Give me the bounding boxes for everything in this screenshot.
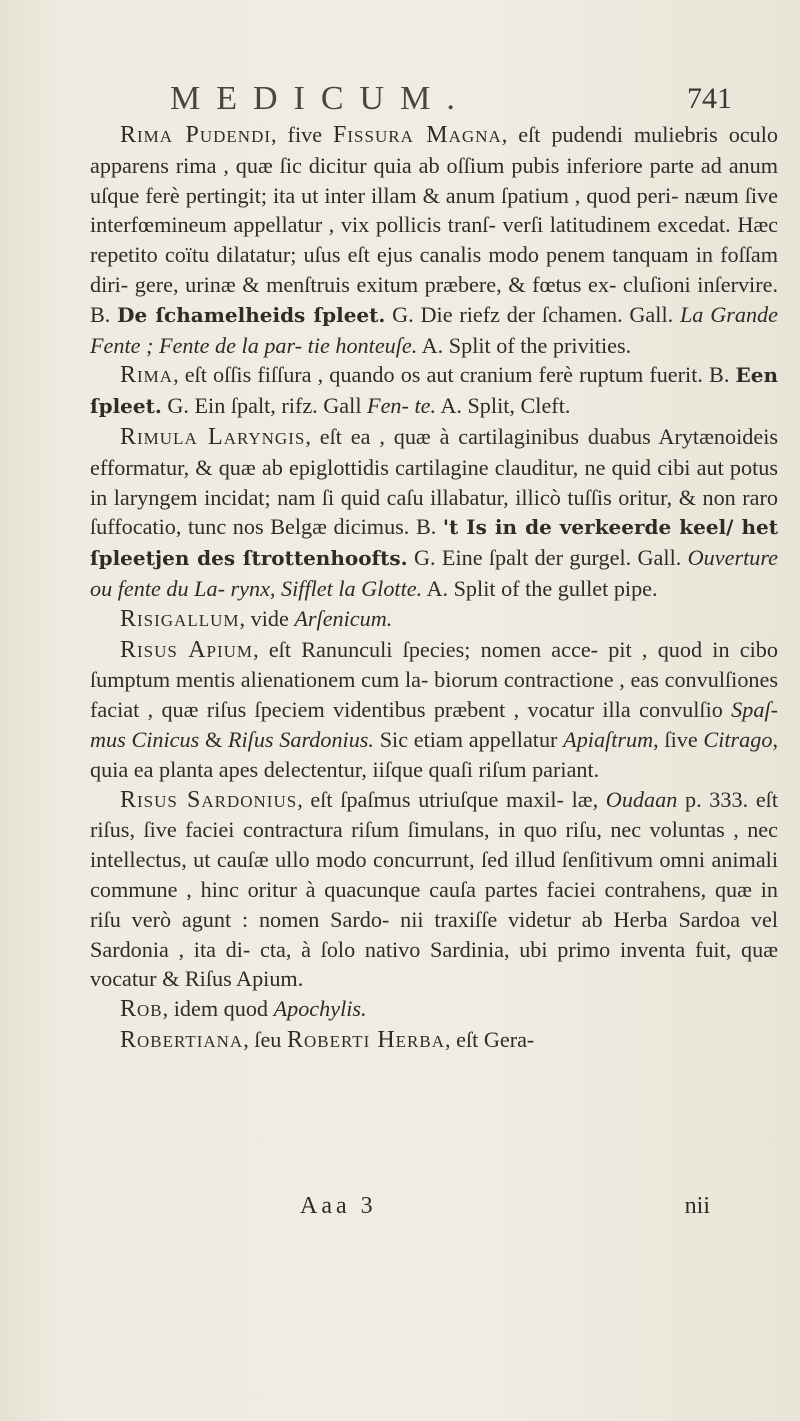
entry-text: , eſt oſſis fiſſura , quando os aut cranium ferè ruptum fuerit. B. (173, 362, 736, 388)
dictionary-entry (90, 785, 778, 995)
dictionary-entry (90, 120, 778, 360)
french-gloss: Arſenicum. (294, 605, 393, 631)
entry-text: A. Split of the gullet pipe. (422, 575, 658, 601)
running-head: MEDICUM. (170, 80, 471, 117)
entry-headword: Fissura Magna (333, 122, 502, 148)
entry-text: , idem quod (162, 996, 274, 1022)
page-header (170, 80, 770, 120)
entry-text: G. Ein ſpalt, rifz. Gall (161, 393, 368, 419)
french-gloss: Apochylis. (273, 996, 367, 1022)
french-gloss: La Grande Fente ; Fente de la par- tie honteuſe. (90, 301, 778, 358)
entry-text: G. Die riefz der ſchamen. Gall. (385, 301, 680, 327)
entry-text: , five (271, 122, 334, 147)
entry-text: G. Eine ſpalt der gurgel. Gall. (407, 545, 688, 571)
french-gloss: Oudaan (605, 786, 678, 812)
french-gloss: Apiaſtrum (563, 726, 654, 752)
entry-text: , eſt ea , quæ à cartilaginibus duabus Arytænoideis efformatur, & quæ ab epiglottidis cartilagine clauditur, ne quid cibi aut potus in laryngem incidat; nam ſi quid caſu illabatur, illicò tuſſis oritur, & non raro ſuffocatio, tunc nos Belgæ dicimus. B. (90, 423, 778, 540)
entry-text: Sic etiam appellatur (373, 726, 564, 752)
entry-headword: Rima (120, 362, 174, 389)
entry-text: , quia ea planta apes delectentur, iiſque quaſi riſum pariant. (90, 726, 778, 782)
french-gloss: Riſus Sardonius. (227, 726, 374, 752)
page-number: 741 (687, 82, 732, 115)
french-gloss: Fen- te. (367, 393, 437, 419)
signature-mark: Aaa 3 (300, 1193, 377, 1219)
entry-headword: Rob (120, 996, 163, 1023)
entry-text: , ſeu (243, 1026, 287, 1052)
entry-text: , vide (239, 605, 295, 631)
page-footer (300, 1193, 710, 1223)
entry-headword: Robertiana (120, 1026, 244, 1053)
catchword: nii (684, 1193, 710, 1219)
dictionary-entry (90, 1025, 778, 1056)
dictionary-entry (90, 994, 778, 1025)
french-gloss: Spaſ- mus Cinicus (90, 697, 778, 752)
french-gloss: Ouverture ou fente du La- rynx, Sifflet la Glotte. (90, 545, 778, 601)
dutch-gloss: 't Is in de verkeerde keel/ het ſpleetjen des ſtrottenhoofts. (90, 515, 779, 571)
entry-text: , eſt Ranunculi ſpecies; nomen acce- pit , quod in cibo ſumptum mentis alienationem cum la- biorum contractione , eas convulſiones faciat , quæ riſus ſpeciem videntibus præbent , vocatur illa convulſio (90, 636, 778, 723)
dutch-gloss: De ſchamelheids ſpleet. (117, 302, 386, 327)
dutch-gloss: Een ſpleet. (90, 363, 778, 419)
dictionary-entry (90, 360, 778, 422)
entry-text: A. Split of the privities. (417, 332, 632, 358)
entry-text: A. Split, Cleft. (436, 393, 571, 419)
entry-text: & (199, 726, 228, 752)
entry-text: p. 333. eſt riſus, ſive faciei contractura riſum ſimulans, in quo riſu, nec voluntas , nec intellectus, ut cauſæ ullo modo concurrunt, ſed illud ſenſitivum omni animali commune , hinc oritur à quacunque cauſa partes faciei contrahens, quæ in riſu verò agunt : nomen Sardo- nii traxiſſe videtur ab Herba Sardoa vel Sardonia , ita di- cta, à ſolo nativo Sardinia, ubi primo inventa fuit, quæ vocatur & Riſus Apium. (90, 786, 778, 992)
dictionary-text (90, 120, 778, 1056)
entry-text: , eſt ſpaſmus utriuſque maxil- læ, (297, 786, 606, 812)
entry-headword: Risus Sardonius (120, 786, 298, 813)
french-gloss: Citrago (703, 726, 773, 752)
dictionary-entry (90, 422, 778, 604)
entry-headword: Roberti Herba (286, 1026, 445, 1053)
entry-text: , ſive (653, 726, 704, 752)
dictionary-entry (90, 604, 778, 635)
entry-text: , eſt Gera- (445, 1026, 535, 1052)
dictionary-entry (90, 635, 778, 785)
entry-headword: Rimula Laryngis (120, 423, 306, 450)
entry-headword: Risus Apium (120, 636, 254, 663)
entry-headword: Risigallum (120, 605, 240, 632)
entry-headword: Rima Pudendi (120, 122, 272, 148)
entry-text: , eſt pudendi muliebris oculo apparens rima , quæ ſic dicitur quia ab oſſium pubis inferiore parte ad anum uſque ferè pertingit; ita ut inter illam & anum ſpatium , quod peri- næum ſive interfœmineum appellatur , vix pollicis tranſ- verſi latitudinem excedat. Hæc repetito coïtu dilatatur; uſus eſt ejus canalis modo penem tanquam in foſſam diri- gere, urinæ & menſtruis exitum præbere, & fœtus ex- cluſioni inſervire. B. (90, 122, 779, 327)
